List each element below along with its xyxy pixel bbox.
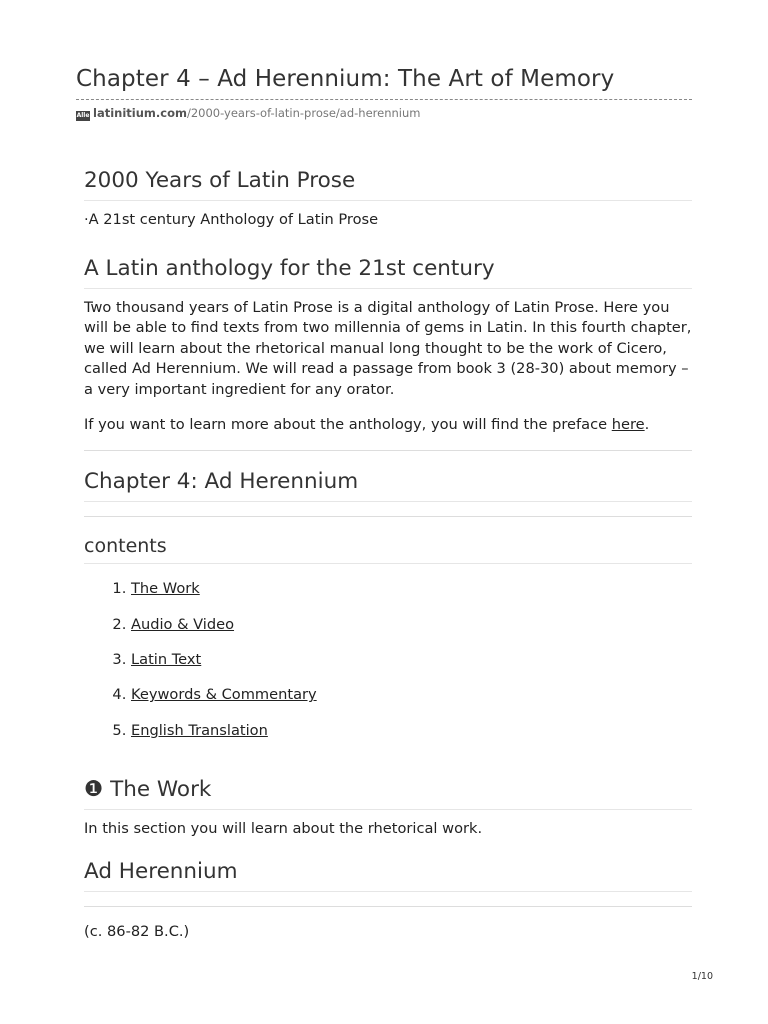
preface-text: If you want to learn more about the anthology, you will find the preface	[84, 415, 612, 433]
title-divider	[76, 99, 692, 100]
preface-suffix: .	[644, 415, 650, 433]
heading-chapter-4: Chapter 4: Ad Herennium	[84, 469, 692, 502]
contents-item	[131, 614, 692, 635]
page-title: Chapter 4 – Ad Herennium: The Art of Memory	[76, 66, 615, 92]
heading-ad-herennium: Ad Herennium	[84, 859, 692, 892]
heading-2000-years: 2000 Years of Latin Prose	[84, 168, 692, 201]
heading-contents: contents	[84, 535, 692, 564]
date-range: (c. 86-82 B.C.)	[84, 923, 190, 941]
contents-link-the-work[interactable]: The Work	[131, 580, 200, 598]
heading-latin-anthology: A Latin anthology for the 21st century	[84, 256, 692, 289]
section-divider	[84, 450, 692, 451]
preface-link[interactable]: here	[611, 415, 645, 433]
section-divider	[84, 906, 692, 907]
article-content	[84, 168, 692, 943]
contents-link-audio-video[interactable]: Audio & Video	[131, 615, 235, 633]
contents-item	[131, 720, 692, 741]
source-domain: latinitium.com	[93, 106, 187, 120]
source-url[interactable]	[76, 106, 420, 121]
anthology-paragraph: Two thousand years of Latin Prose is a digital anthology of Latin Prose. Here you will be able to find texts from two millennia of gems in Latin. In this fourth chapter, we will learn about the rhetorical manual long thought to be the work of Cicero, called Ad Herennium. We will read a passage from book 3 (28-30) about memory – a very important ingredient for any orator.	[84, 298, 692, 398]
page-number: 1/10	[691, 971, 713, 982]
contents-item	[131, 649, 692, 670]
contents-link-keywords-commentary[interactable]: Keywords & Commentary	[131, 686, 317, 704]
contents-item	[131, 684, 692, 705]
contents-link-latin-text[interactable]: Latin Text	[131, 650, 202, 668]
preface-paragraph	[84, 415, 692, 436]
contents-link-english-translation[interactable]: English Translation	[131, 721, 268, 739]
source-path: /2000-years-of-latin-prose/ad-herennium	[186, 106, 421, 120]
tagline: ·A 21st century Anthology of Latin Prose	[84, 211, 379, 228]
the-work-paragraph: In this section you will learn about the rhetorical work.	[84, 819, 483, 837]
heading-the-work: ❶ The Work	[84, 777, 692, 810]
contents-list	[84, 578, 692, 741]
site-favicon-icon: Alle	[76, 112, 90, 119]
section-divider	[84, 516, 692, 517]
contents-item	[131, 578, 692, 599]
